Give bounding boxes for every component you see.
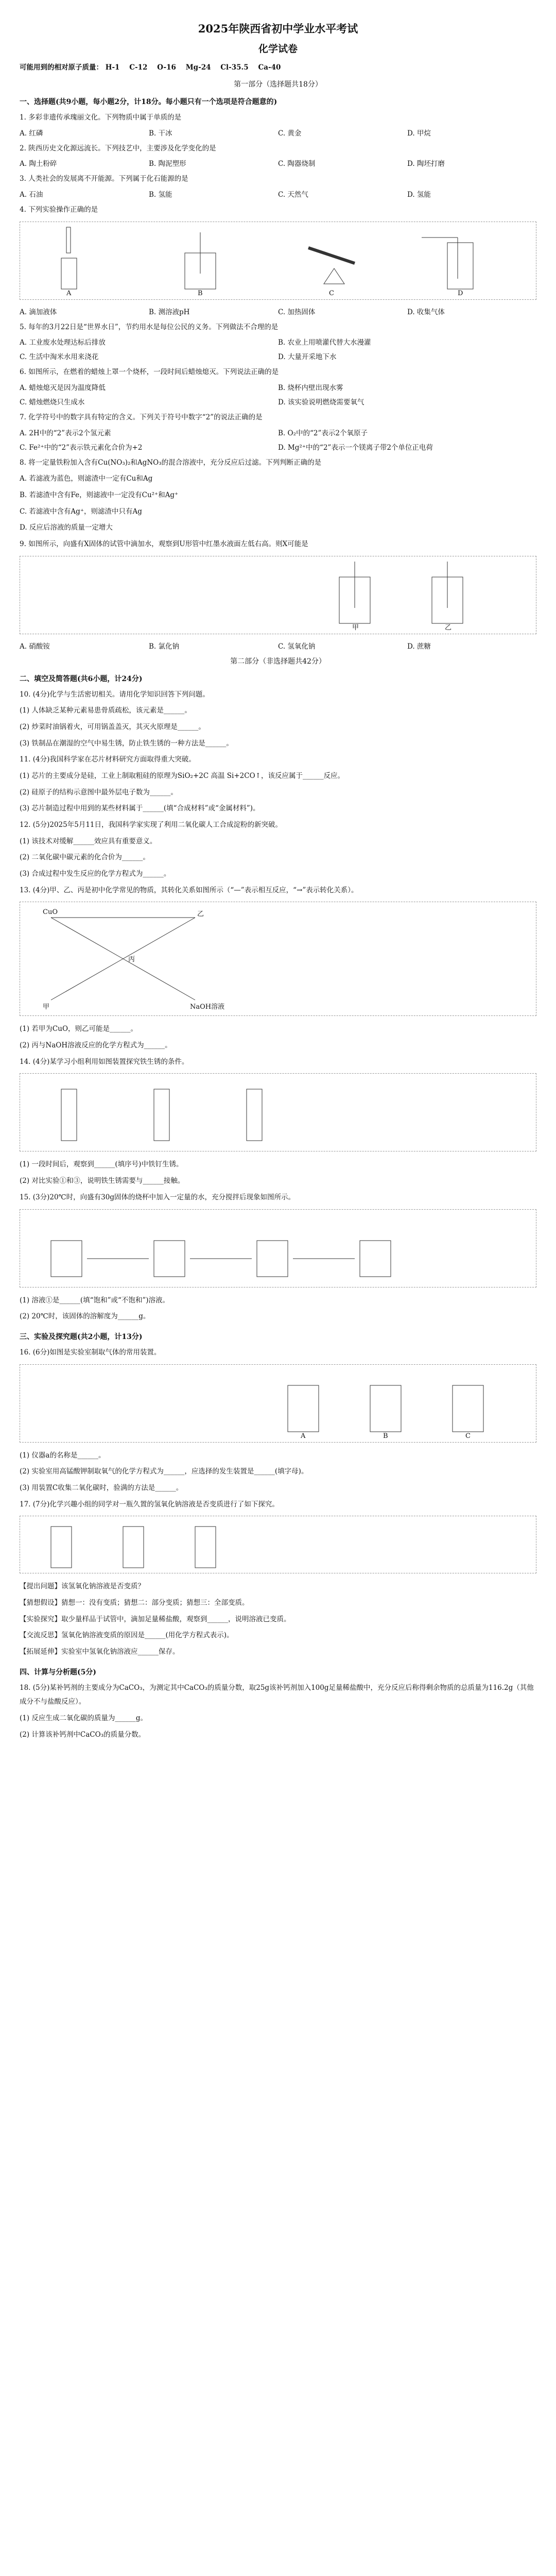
exp-item: 【实验探究】取少量样品于试管中，滴加足量稀盐酸，观察到______，说明溶液已变质。 <box>20 1615 291 1623</box>
question-1-stem: 1. 多彩非遗传承瑰丽文化。下列物质中属于单质的是 <box>20 113 182 122</box>
part2-calc-heading: 四、计算与分析题(5分) <box>20 1668 96 1676</box>
q4-fig-ph-test <box>185 232 216 289</box>
atomic-mass-2: O-16 <box>157 63 176 72</box>
q13-node-cuo: CuO <box>43 908 58 917</box>
q2-option-b: B. 陶泥塑形 <box>149 160 186 168</box>
q16-label-c: C <box>465 1432 471 1440</box>
q13-edge <box>51 918 123 959</box>
question-2-stem: 2. 陕西历史文化源远流长。下列技艺中，主要涉及化学变化的是 <box>20 144 216 152</box>
atomic-mass-4: Cl-35.5 <box>220 63 249 72</box>
q8-option-d: D. 反应后溶液的质量一定增大 <box>20 523 113 532</box>
q13-node-naoh: NaOH溶液 <box>190 1003 225 1011</box>
q17-tube <box>51 1527 72 1568</box>
q17-tube <box>195 1527 216 1568</box>
fill-item: (3) 合成过程中发生反应的化学方程式为______。 <box>20 870 171 878</box>
question-6-options-row2 <box>20 396 536 406</box>
q4-fig-heating <box>308 248 355 284</box>
part1-title: 第一部分（选择题共18分） <box>234 80 322 89</box>
q6-option-c: C. 蜡烛燃烧只生成水 <box>20 398 85 407</box>
fill-item: 12. (5分)2025年5月11日，我国科学家实现了利用二氧化碳人工合成淀粉的新突破。 <box>20 821 283 829</box>
question-5-options-row2 <box>20 351 536 361</box>
exp-item: 17. (7分)化学兴趣小组的同学对一瓶久置的氢氧化钠溶液是否变质进行了如下探究。 <box>20 1500 279 1509</box>
q17-tube <box>123 1527 144 1568</box>
exam-title: 2025年陕西省初中学业水平考试 <box>198 22 358 35</box>
exp-item: 16. (6分)如图是实验室制取气体的常用装置。 <box>20 1348 161 1357</box>
q9-option-d: D. 蔗糖 <box>407 642 431 651</box>
q4-option-a: A. 滴加液体 <box>20 308 57 316</box>
q16-label-a: A <box>301 1432 306 1440</box>
q9-apparatus-svg <box>20 556 537 633</box>
atomic-mass-1: C-12 <box>129 63 148 72</box>
fill-item: 10. (4分)化学与生活密切相关。请用化学知识回答下列问题。 <box>20 690 210 699</box>
q1-option-c: C. 黄金 <box>278 129 302 138</box>
question-6-options-row1 <box>20 382 536 392</box>
exp-item: 【交流反思】氢氧化钠溶液变质的原因是______(用化学方程式表示)。 <box>20 1631 234 1640</box>
q4-apparatus-figure <box>20 222 536 300</box>
q15-beaker <box>360 1241 391 1277</box>
fill-item: 14. (4分)某学习小组利用如图装置探究铁生锈的条件。 <box>20 1057 189 1066</box>
exp-item: (1) 仪器a的名称是______。 <box>20 1451 106 1460</box>
q14-iron-rust-figure <box>20 1073 536 1151</box>
fill-item: (1) 芯片的主要成分是硅，工业上制取粗硅的原理为SiO₂+2C 高温 Si+2CO↑，该反应属于______反应。 <box>20 772 344 781</box>
q3-option-a: A. 石油 <box>20 191 43 199</box>
q9-fig-flask-left <box>339 562 370 623</box>
q6-option-b: B. 烧杯内壁出现水雾 <box>278 384 343 393</box>
part2-title: 第二部分（非选择题共42分） <box>230 657 326 666</box>
q16-gas-apparatus-svg <box>20 1365 537 1441</box>
q5-option-d: D. 大量开采地下水 <box>278 353 337 362</box>
part1-section-heading: 一、选择题(共9小题，每小题2分，计18分。每小题只有一个选项是符合题意的) <box>20 98 277 106</box>
q8-option-b: B. 若滤渣中含有Fe，则滤液中一定没有Cu²⁺和Ag⁺ <box>20 491 179 500</box>
q13-relation-diagram <box>20 902 536 1016</box>
atomic-mass-3: Mg-24 <box>185 63 211 72</box>
q3-option-c: C. 天然气 <box>278 191 308 199</box>
q5-option-c: C. 生活中淘米水用来浇花 <box>20 353 99 362</box>
q6-option-a: A. 蜡烛熄灭是因为温度降低 <box>20 384 106 393</box>
question-9-stem: 9. 如图所示，向盛有X固体的试管中滴加水，观察到U形管中红墨水液面左低右高。则X可能是 <box>20 540 308 549</box>
q15-solution-figure <box>20 1209 536 1287</box>
q3-option-b: B. 氢能 <box>149 191 172 199</box>
q13-node-yi: 乙 <box>197 910 204 919</box>
q9-option-b: B. 氯化钠 <box>149 642 180 651</box>
q4-fig-dropper <box>61 227 77 289</box>
q5-option-a: A. 工业废水处理达标后排放 <box>20 338 106 347</box>
part2-experiment-heading: 三、实验及探究题(共2小题，计13分) <box>20 1332 143 1341</box>
q15-beaker <box>257 1241 288 1277</box>
q4-label-c: C <box>329 289 334 297</box>
fill-item: 15. (3分)20℃时，向盛有30g固体的烧杯中加入一定量的水，充分搅拌后现象如图所示。 <box>20 1193 295 1201</box>
question-2-options <box>20 158 536 168</box>
q4-label-b: B <box>198 289 203 297</box>
exp-item: 【提出问题】该氢氧化钠溶液是否变质？ <box>20 1582 145 1591</box>
q14-test-tube <box>247 1089 262 1141</box>
q13-relation-svg <box>20 902 537 1014</box>
fill-item: (1) 该技术对缓解______效应具有重要意义。 <box>20 837 157 845</box>
question-3-options <box>20 189 536 199</box>
question-7-options-row1 <box>20 427 536 437</box>
fill-item: (1) 溶液①是______(填“饱和”或“不饱和”)溶液。 <box>20 1296 170 1304</box>
atomic-mass-5: Ca-40 <box>258 63 281 72</box>
atomic-mass-line <box>20 61 536 72</box>
question-5-options-row1 <box>20 336 536 347</box>
question-9-options <box>20 640 536 651</box>
q14-iron-rust-svg <box>20 1074 537 1150</box>
q14-test-tube <box>154 1089 169 1141</box>
q7-option-d: D. Mg²⁺中的“2”表示一个镁离子带2个单位正电荷 <box>278 443 433 452</box>
fill-item: (3) 芯片制造过程中用到的某些材料属于______(填“合成材料”或“金属材料”)。 <box>20 804 260 813</box>
q13-node-jia: 甲 <box>43 1003 50 1011</box>
q4-fig-gas-collect <box>422 238 473 289</box>
q15-beaker <box>154 1241 185 1277</box>
q4-label-d: D <box>458 289 463 297</box>
fill-item: (2) 丙与NaOH溶液反应的化学方程式为______。 <box>20 1041 172 1050</box>
q2-option-c: C. 陶器烧制 <box>278 160 316 168</box>
q9-label-right: 乙 <box>445 623 452 632</box>
q15-beaker <box>51 1241 82 1277</box>
q6-option-d: D. 该实验说明燃烧需要氧气 <box>278 398 364 407</box>
q7-option-c: C. Fe²⁺中的“2”表示铁元素化合价为+2 <box>20 443 143 452</box>
fill-item: 13. (4分)甲、乙、丙是初中化学常见的物质，其转化关系如图所示（“—”表示相互反应，“→”表示转化关系）。 <box>20 886 358 894</box>
exp-item: 【猜想假设】猜想一：没有变质；猜想二：部分变质；猜想三：全部变质。 <box>20 1598 249 1607</box>
question-8-stem: 8. 将一定量铁粉加入含有Cu(NO₃)₂和AgNO₃的混合溶液中，充分反应后过滤。下列判断正确的是 <box>20 458 322 467</box>
q13-edge <box>123 959 195 1000</box>
exp-item: (2) 实验室用高锰酸钾制取氧气的化学方程式为______，应选择的发生装置是______(填字母)。 <box>20 1467 308 1476</box>
q13-edge <box>51 959 123 1000</box>
q16-gas-apparatus-figure <box>20 1364 536 1443</box>
q13-node-bing: 丙 <box>128 956 135 964</box>
fill-item: (2) 炒菜时油锅着火，可用锅盖盖灭，其灭火原理是______。 <box>20 723 205 732</box>
exp-item: (3) 用装置C收集二氧化碳时，验满的方法是______。 <box>20 1483 183 1492</box>
q9-option-c: C. 氢氧化钠 <box>278 642 316 651</box>
question-5-stem: 5. 每年的3月22日是“世界水日”，节约用水是每位公民的义务。下列做法不合理的是 <box>20 323 279 331</box>
exam-subtitle: 化学试卷 <box>258 43 298 55</box>
exp-item: 【拓展延伸】实验室中氢氧化钠溶液应______保存。 <box>20 1647 180 1656</box>
fill-item: (3) 铁制品在潮湿的空气中易生锈，防止铁生锈的一种方法是______。 <box>20 739 233 748</box>
question-1-options <box>20 127 536 138</box>
fill-item: (2) 对比实验①和③，说明铁生锈需要与______接触。 <box>20 1177 185 1185</box>
calc-item: 18. (5分)某补钙剂的主要成分为CaCO₃，为测定其中CaCO₃的质量分数，取25g该补钙剂加入100g足量稀盐酸中，充分反应后称得剩余物质的总质量为116.2g（其他成分不与盐酸反应）。 <box>20 1683 534 1706</box>
fill-item: (2) 硅原子的结构示意图中最外层电子数为______。 <box>20 788 178 796</box>
q4-apparatus-svg <box>20 222 537 298</box>
q9-fig-flask-right <box>432 562 463 623</box>
calc-item: (1) 反应生成二氧化碳的质量为______g。 <box>20 1714 148 1722</box>
q16-apparatus <box>453 1385 483 1432</box>
q1-option-a: A. 红磷 <box>20 129 43 138</box>
q17-experiment-svg <box>20 1516 537 1572</box>
atomic-mass-label: 可能用到的相对原子质量： <box>20 63 103 72</box>
q14-test-tube <box>61 1089 77 1141</box>
q4-option-b: B. 测溶液pH <box>149 308 190 316</box>
q13-edge <box>123 918 195 959</box>
q16-apparatus <box>288 1385 319 1432</box>
fill-item: (1) 人体缺乏某种元素易患骨质疏松，该元素是______。 <box>20 706 192 715</box>
q4-option-d: D. 收集气体 <box>407 308 445 316</box>
q8-option-a: A. 若滤液为蓝色，则滤渣中一定有Cu和Ag <box>20 474 153 483</box>
q7-option-a: A. 2H中的“2”表示2个氢元素 <box>20 429 111 437</box>
question-7-options-row2 <box>20 442 536 452</box>
fill-item: 11. (4分)我国科学家在芯片材料研究方面取得重大突破。 <box>20 755 196 764</box>
q15-solution-svg <box>20 1210 537 1286</box>
q1-option-d: D. 甲烷 <box>407 129 431 138</box>
q4-label-a: A <box>66 289 72 297</box>
q9-option-a: A. 硝酸铵 <box>20 642 50 651</box>
calc-item: (2) 计算该补钙剂中CaCO₃的质量分数。 <box>20 1730 146 1739</box>
fill-item: (1) 若甲为CuO，则乙可能是______。 <box>20 1025 138 1033</box>
q5-option-b: B. 农业上用喷灌代替大水漫灌 <box>278 338 371 347</box>
fill-item: (2) 20℃时，该固体的溶解度为______g。 <box>20 1312 150 1321</box>
question-4-options <box>20 306 536 316</box>
q2-option-d: D. 陶坯打磨 <box>407 160 445 168</box>
q16-label-b: B <box>383 1432 388 1440</box>
q1-option-b: B. 干冰 <box>149 129 172 138</box>
question-7-stem: 7. 化学符号中的数字具有特定的含义。下列关于符号中数字“2”的说法正确的是 <box>20 413 263 422</box>
fill-item: (1) 一段时间后，观察到______(填序号)中铁钉生锈。 <box>20 1160 183 1169</box>
fill-item: (2) 二氧化碳中碳元素的化合价为______。 <box>20 853 150 862</box>
q16-apparatus <box>370 1385 401 1432</box>
part2-fill-heading: 二、填空及简答题(共6小题，计24分) <box>20 674 143 683</box>
q7-option-b: B. O₂中的“2”表示2个氧原子 <box>278 429 368 437</box>
q8-option-c: C. 若滤液中含有Ag⁺，则滤渣中只有Ag <box>20 507 142 516</box>
q4-option-c: C. 加热固体 <box>278 308 316 316</box>
q9-label-left: 甲 <box>352 623 359 632</box>
q2-option-a: A. 陶土粉碎 <box>20 160 57 168</box>
atomic-mass-0: H-1 <box>105 63 120 72</box>
q3-option-d: D. 氢能 <box>407 191 431 199</box>
question-3-stem: 3. 人类社会的发展离不开能源。下列属于化石能源的是 <box>20 175 188 183</box>
question-4-stem: 4. 下列实验操作正确的是 <box>20 206 98 214</box>
q9-apparatus-figure <box>20 556 536 634</box>
question-6-stem: 6. 如图所示，在燃着的蜡烛上罩一个烧杯，一段时间后蜡烛熄灭。下列说法正确的是 <box>20 368 279 377</box>
q17-experiment-figure <box>20 1516 536 1573</box>
